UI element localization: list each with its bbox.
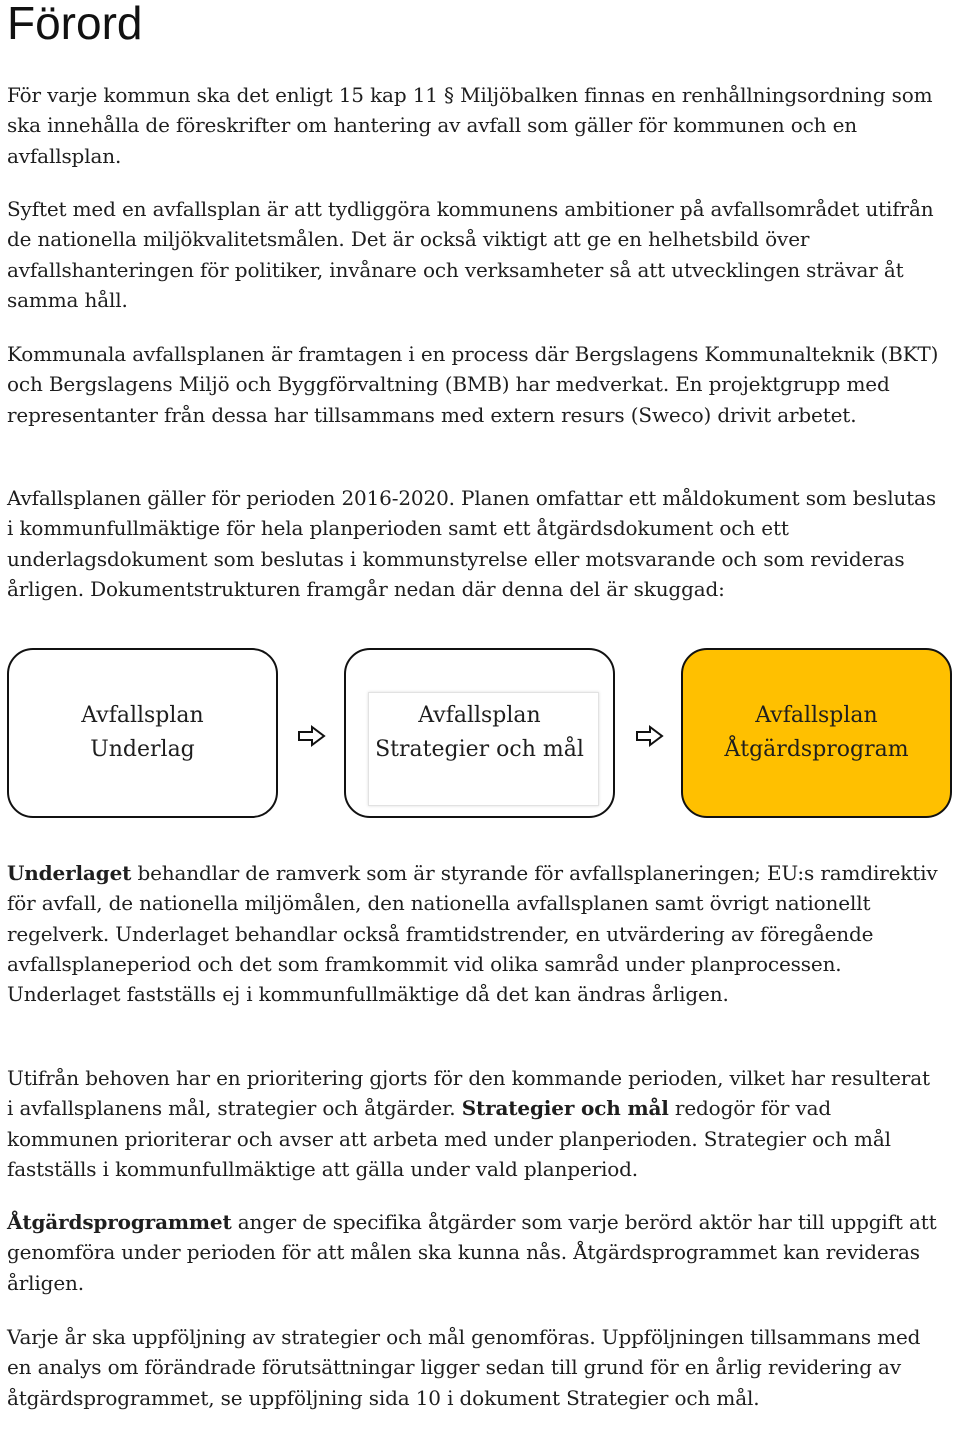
box-strategier-subtitle: Strategier och mål bbox=[375, 737, 584, 762]
paragraph-strategier bbox=[7, 1063, 942, 1184]
page-heading: Förord bbox=[7, 0, 143, 49]
box-strategier-title: Avfallsplan bbox=[418, 703, 541, 728]
paragraph-uppfoljning: Varje år ska uppföljning av strategier och mål genomföras. Uppföljningen tillsammans med en analys om förändrade förutsättningar ligger sedan till grund för en årlig revidering av åtgärdsprogrammet, se uppföljning sida 10 i dokument Strategier och mål. bbox=[7, 1325, 921, 1410]
paragraph-underlag bbox=[7, 858, 942, 1009]
box-underlag-subtitle: Underlag bbox=[90, 737, 195, 762]
box-underlag bbox=[7, 648, 278, 818]
paragraph-underlag-text: behandlar de ramverk som är styrande för avfallsplaneringen; EU:s ramdirektiv för avfall, de nationella miljömålen, den nationella avfallsplanen samt övrigt nationellt regelverk. Underlaget behandlar också framtidstrender, en utvärdering av föregående avfallsplaneperiod och det som framkommit vid olika samråd under planprocessen. Underlaget fastställs ej i kommunfullmäktige då det kan ändras årligen. bbox=[7, 861, 938, 1007]
box-atgardsprogram-title: Avfallsplan bbox=[755, 703, 878, 728]
document-structure-diagram bbox=[7, 646, 957, 826]
paragraph-strategier-text: redogör för vad kommunen prioriterar och avser att arbeta med under planperioden. Strategier och mål fastställs i kommunfullmäktige att gälla under vald planperiod. bbox=[7, 1096, 891, 1181]
box-atgardsprogram bbox=[681, 648, 952, 818]
paragraph-atgardsprogram bbox=[7, 1207, 942, 1298]
term-strategier-och-mal: Strategier och mål bbox=[461, 1096, 669, 1121]
paragraph-strategier-intro: Utifrån behoven har en prioritering gjorts för den kommande perioden, vilket har resulterat i avfallsplanens mål, strategier och åtgärder. bbox=[7, 1066, 930, 1121]
hollow-right-arrow-icon bbox=[297, 724, 327, 748]
paragraph-period: Avfallsplanen gäller för perioden 2016-2020. Planen omfattar ett måldokument som beslutas i kommunfullmäktige för hela planperioden samt ett åtgärdsdokument och ett underlagsdokument som beslutas i kommunstyrelse eller motsvarande och som revideras årligen. Dokumentstrukturen framgår nedan där denna del är skuggad: bbox=[7, 486, 936, 601]
box-atgardsprogram-subtitle: Åtgärdsprogram bbox=[724, 737, 909, 762]
paragraph-intro: För varje kommun ska det enligt 15 kap 11 § Miljöbalken finnas en renhållningsordning som ska innehålla de föreskrifter om hantering av avfall som gäller för kommunen och en avfallsplan. bbox=[7, 83, 933, 168]
term-underlaget: Underlaget bbox=[7, 861, 132, 885]
paragraph-process: Kommunala avfallsplanen är framtagen i en process där Bergslagens Kommunalteknik (BKT) och Bergslagens Miljö och Byggförvaltning (BMB) har medverkat. En projektgrupp med representanter från dessa har tillsammans med extern resurs (Sweco) drivit arbetet. bbox=[7, 342, 939, 427]
term-atgardsprogrammet: Åtgärdsprogrammet bbox=[7, 1210, 232, 1234]
paragraph-atgardsprogram-text: anger de specifika åtgärder som varje berörd aktör har till uppgift att genomföra under perioden för att målen ska kunna nås. Åtgärdsprogrammet kan revideras årligen. bbox=[7, 1210, 937, 1295]
hollow-right-arrow-icon bbox=[635, 724, 665, 748]
paragraph-purpose: Syftet med en avfallsplan är att tydliggöra kommunens ambitioner på avfallsområdet utifrån de nationella miljökvalitetsmålen. Det är också viktigt att ge en helhetsbild över avfallshanteringen för politiker, invånare och verksamheter så att utvecklingen strävar åt samma håll. bbox=[7, 197, 934, 312]
box-underlag-title: Avfallsplan bbox=[81, 703, 204, 728]
box-strategier bbox=[344, 648, 615, 818]
